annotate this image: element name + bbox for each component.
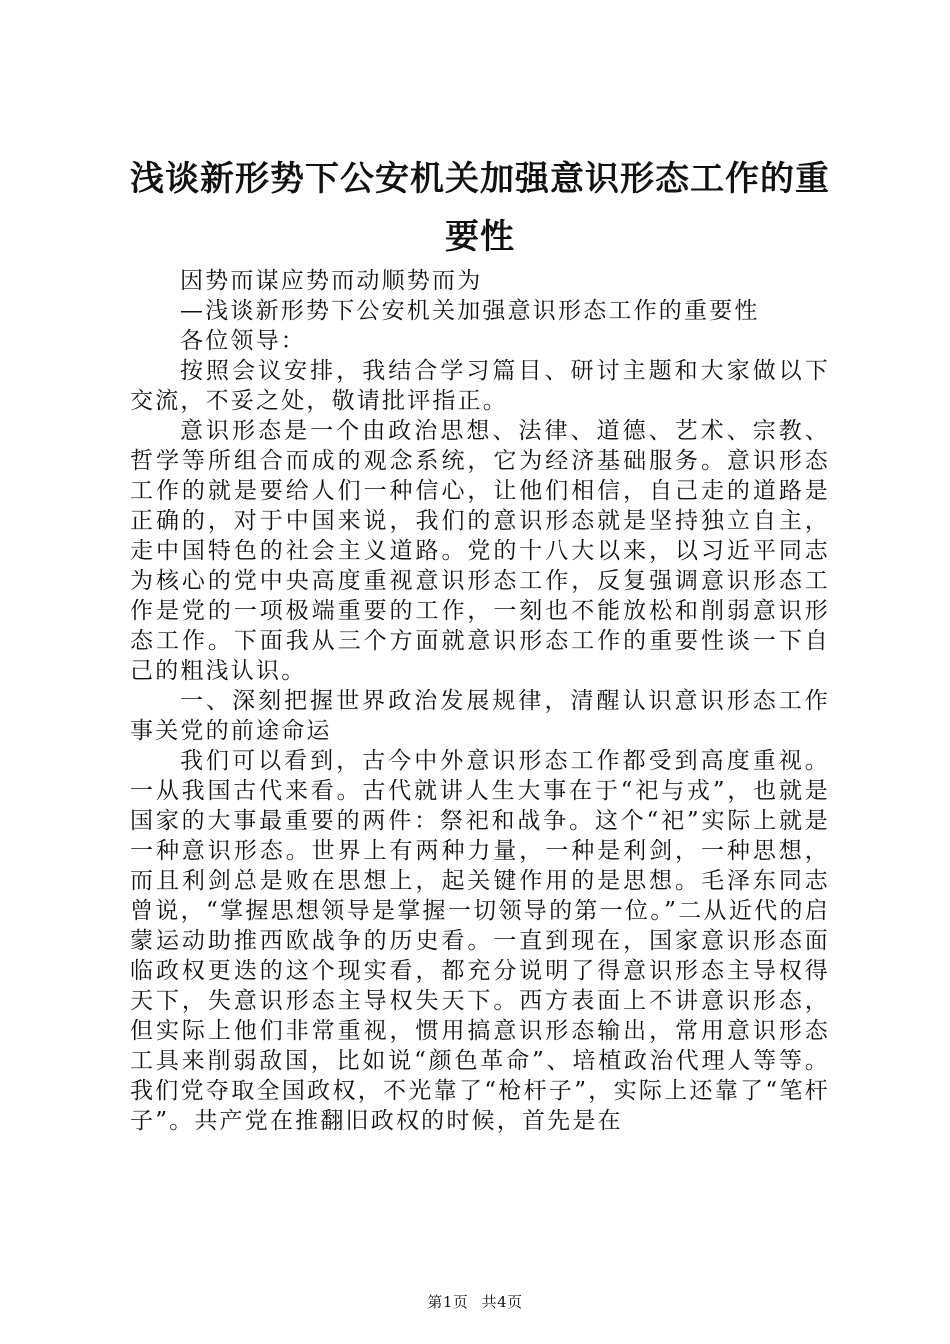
subtitle-line: —浅谈新形势下公安机关加强意识形态工作的重要性 <box>180 298 760 324</box>
document-page <box>130 150 830 1136</box>
document-title: 浅谈新形势下公安机关加强意识形态工作的重要性 <box>130 159 830 257</box>
body-paragraph: 意识形态是一个由政治思想、法律、道德、艺术、宗教、哲学等所组合而成的观念系统，它为经济基础服务。意识形态工作的就是要给人们一种信心，让他们相信，自己走的道路是正确的，对于中国来说，我们的意识形态就是坚持独立自主，走中国特色的社会主义道路。党的十八大以来，以习近平同志为核心的党中央高度重视意识形态工作，反复强调意识形态工作是党的一项极端重要的工作，一刻也不能放松和削弱意识形态工作。下面我从三个方面就意识形态工作的重要性谈一下自己的粗浅认识。 <box>130 418 830 684</box>
page-total: 共4页 <box>481 1293 523 1311</box>
page-footer <box>0 1292 950 1312</box>
section-heading: 一、深刻把握世界政治发展规律，清醒认识意识形态工作事关党的前途命运 <box>130 688 830 744</box>
page-number: 第1页 <box>427 1293 469 1311</box>
body-paragraph: 按照会议安排，我结合学习篇目、研讨主题和大家做以下交流，不妥之处，敬请批评指正。 <box>130 358 830 414</box>
document-body <box>130 266 830 1136</box>
salutation: 各位领导： <box>180 328 306 354</box>
subtitle-line: 因势而谋应势而动顺势而为 <box>180 268 483 294</box>
body-paragraph: 我们可以看到，古今中外意识形态工作都受到高度重视。一从我国古代来看。古代就讲人生大事在于“祀与戎”，也就是国家的大事最重要的两件：祭祀和战争。这个“祀”实际上就是一种意识形态。世界上有两种力量，一种是利剑，一种思想，而且利剑总是败在思想上，起关键作用的是思想。毛泽东同志曾说，“掌握思想领导是掌握一切领导的第一位。”二从近代的启蒙运动助推西欧战争的历史看。一直到现在，国家意识形态面临政权更迭的这个现实看，都充分说明了得意识形态主导权得天下，失意识形态主导权失天下。西方表面上不讲意识形态，但实际上他们非常重视，惯用搞意识形态输出，常用意识形态工具来削弱敌国，比如说“颜色革命”、培植政治代理人等等。我们党夺取全国政权，不光靠了“枪杆子”，实际上还靠了“笔杆子”。共产党在推翻旧政权的时候，首先是在 <box>130 748 830 1134</box>
